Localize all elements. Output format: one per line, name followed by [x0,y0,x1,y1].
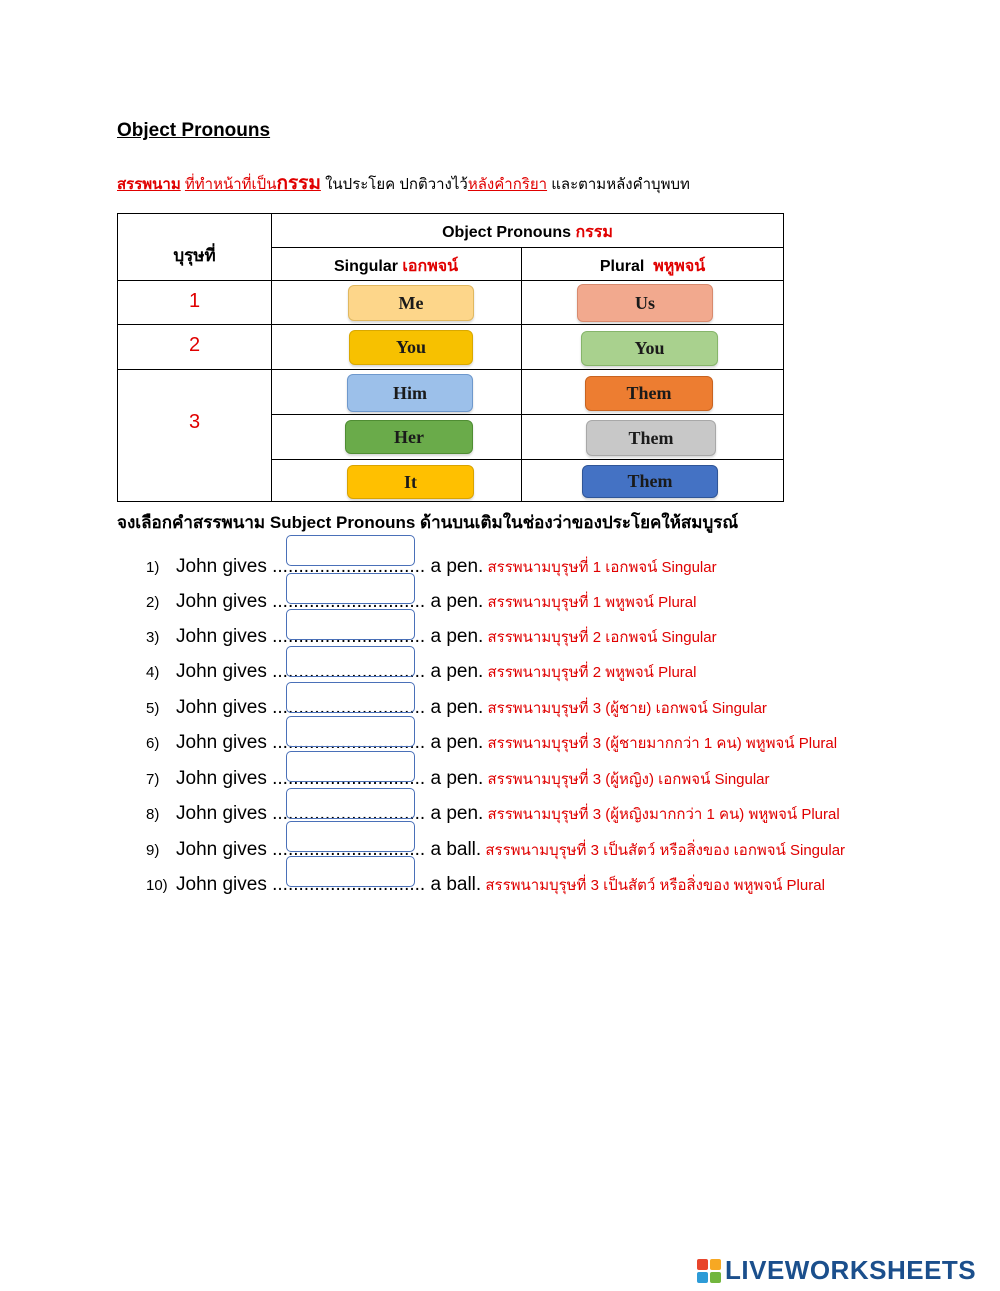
answer-box-7[interactable] [286,751,415,782]
question-4: 4) John gives ............................. a pen. สรรพนามบุรุษที่ 2 พหูพจน์ Plural [146,661,697,682]
question-9: 9) John gives ............................. a ball. สรรพนามบุรุษที่ 3 เป็นสัตว์ หรือสิ่งของ เอกพจน์ Singular [146,839,846,860]
pronoun-us[interactable]: Us [577,284,713,322]
pronoun-you-plural[interactable]: You [581,331,718,366]
liveworksheets-logo [697,1255,976,1286]
pronoun-them-2[interactable]: Them [586,420,716,456]
intro-position-text: ในประโยค ปกติวางไว้ [320,176,468,193]
logo-text: LIVEWORKSHEETS [725,1255,977,1285]
question-7: 7) John gives ............................. a pen. สรรพนามบุรุษที่ 3 (ผู้หญิง) เอกพจน์ Singular [146,768,770,789]
logo-blocks-icon [697,1259,721,1283]
question-5: 5) John gives ............................. a pen. สรรพนามบุรุษที่ 3 (ผู้ชาย) เอกพจน์ Singular [146,697,767,718]
pronoun-them-1[interactable]: Them [585,376,713,411]
answer-box-1[interactable] [286,535,415,566]
page-title: Object Pronouns [117,120,271,141]
intro-function-text: ที่ทำหน้าที่เป็นกรรม [184,173,321,194]
answer-box-4[interactable] [286,646,415,677]
pronoun-him[interactable]: Him [347,374,473,412]
answer-box-2[interactable] [286,573,415,604]
singular-header: Singular เอกพจน์ [333,258,459,275]
answer-box-6[interactable] [286,716,415,747]
pronoun-them-3[interactable]: Them [582,465,718,498]
object-pronouns-header: Object Pronouns กรรม [442,224,613,241]
plural-header: Plural พหูพจน์ [599,258,706,275]
person-3: 3 [188,411,201,433]
pronoun-me[interactable]: Me [348,285,474,321]
answer-box-5[interactable] [286,682,415,713]
pronoun-you-singular[interactable]: You [349,330,473,365]
answer-box-8[interactable] [286,788,415,819]
answer-box-9[interactable] [286,821,415,852]
intro-verb-text: หลังคำกริยา [467,176,548,193]
question-10: 10) John gives ............................. a ball. สรรพนามบุรุษที่ 3 เป็นสัตว์ หรือสิ่งของ พหูพจน์ Plural [146,874,825,895]
person-1: 1 [188,290,201,312]
question-8: 8) John gives ............................. a pen. สรรพนามบุรุษที่ 3 (ผู้หญิงมากกว่า 1 คน) พหูพจน์ Plural [146,803,840,824]
person-header: บุรุษที่ [173,246,216,265]
pronoun-her[interactable]: Her [345,420,473,454]
question-1: 1) John gives ............................. a pen. สรรพนามบุรุษที่ 1 เอกพจน์ Singular [146,556,717,577]
question-3: 3) John gives ............................. a pen. สรรพนามบุรุษที่ 2 เอกพจน์ Singular [146,626,717,647]
pronoun-table [117,213,784,502]
pronoun-it[interactable]: It [347,465,474,499]
question-6: 6) John gives ............................. a pen. สรรพนามบุรุษที่ 3 (ผู้ชายมากกว่า 1 คน) พหูพจน์ Plural [146,732,838,753]
intro-sentence [117,168,690,198]
intro-subject-word: สรรพนาม [117,176,181,193]
answer-box-3[interactable] [286,609,415,640]
question-2: 2) John gives ............................. a pen. สรรพนามบุรุษที่ 1 พหูพจน์ Plural [146,591,697,612]
person-2: 2 [188,334,201,356]
instruction: จงเลือกคำสรรพนาม Subject Pronouns ด้านบนเติมในช่องว่าของประโยคให้สมบูรณ์ [117,513,739,532]
intro-preposition-text: และตามหลังคำบุพบท [547,176,690,193]
answer-box-10[interactable] [286,856,415,887]
